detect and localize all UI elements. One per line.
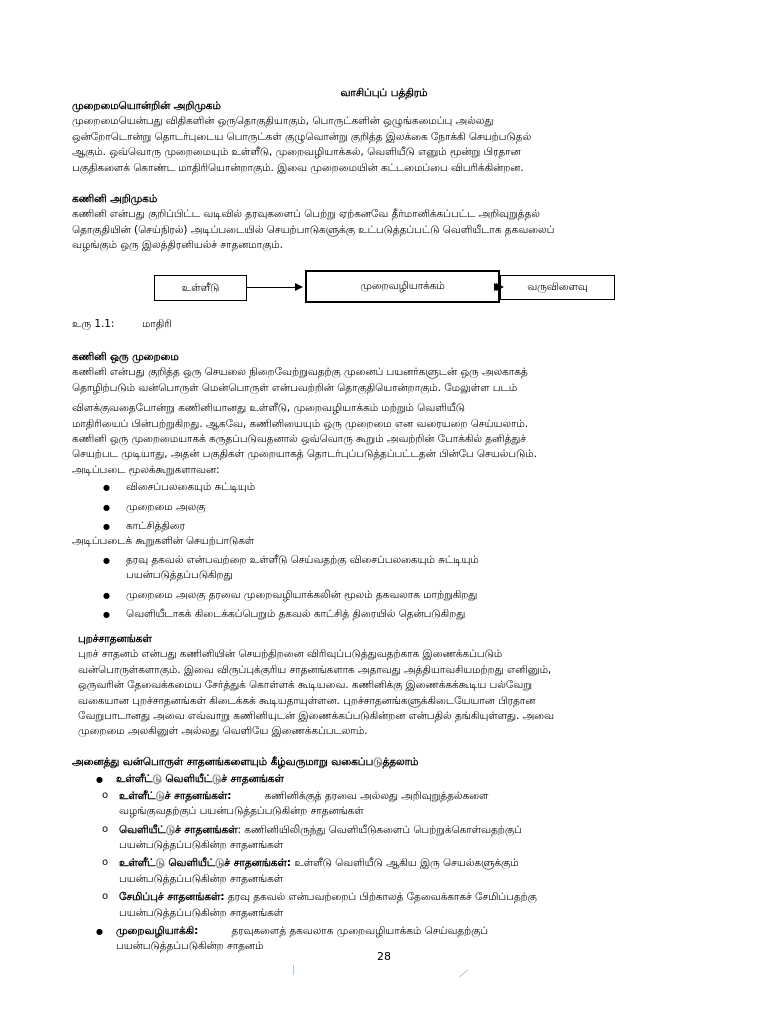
paragraph: [78, 647, 690, 739]
paragraph-line: முறைமையென்பது விதிகளின் ஒருதொகுதியாகும், பொருட்களின் ஒழுங்கமைப்பு அல்லது: [72, 115, 494, 128]
section-heading: புறச்சாதனங்கள்: [78, 633, 152, 645]
paragraph-line: கணினி ஒரு முறைமையாகக் கருதப்படுவதனால் ஒவ்வொரு கூறும் அவற்றின் போக்கில் தனித்துச்: [72, 433, 527, 446]
paragraph-line: கணினி என்பது குறித்த ஒரு செயலை நிறைவேற்றுவதற்கு முனைப் பயனர்களுடன் ஒரு அலகாகத்: [72, 366, 528, 379]
list-item: ● விசைப்பலகையும் சுட்டியும்: [72, 480, 690, 495]
section-heading: கணினி அறிமுகம்: [72, 193, 158, 205]
list-item: ● வெளியீடாகக் கிடைக்கப்பெறும் தகவல் காட்சித் திரையில் தென்படுகிறது: [72, 607, 690, 622]
section-peripherals: [72, 632, 690, 740]
definition: பயன்படுத்தப்படுகின்ற சாதனம்: [116, 940, 264, 953]
paragraph: [72, 365, 690, 478]
list-item: ● முறைமை அலகு தரவை முறைவழியாக்கலின் மூலம் தகவலாக மாற்றுகிறது: [72, 588, 690, 603]
paragraph: [72, 114, 690, 176]
components-list: [72, 480, 690, 534]
list-item: [72, 890, 690, 921]
paragraph-line: வேறுபாடானது அவை எவ்வாறு கணினியுடன் இணைக்கப்படுகின்றன என்பதில் தங்கியுள்ளது. அவை: [78, 710, 554, 723]
paragraph-line: வகையான புறச்சாதனங்கள் கிடைக்கக் கூடியதாயுள்ளன. புறச்சாதனங்களுக்கிடையேயான பிரதான: [78, 694, 536, 707]
scan-mark: [459, 970, 468, 978]
list-item-line: பயன்படுத்தப்படுகிறது: [126, 569, 233, 582]
input-box: உள்ளீடு: [154, 275, 247, 301]
paragraph-line: பகுதிகளைக் கொண்ட மாதிரியொன்றாகும். இவை முறைமையின் கட்டமைப்பை விபரிக்கின்றன.: [72, 161, 524, 174]
definition: : கணினியிலிருந்து வெளியீடுகளைப் பெற்றுக்கொள்வதற்குப்: [237, 823, 522, 836]
functions-heading: அடிப்படைக் கூறுகளின் செயற்பாடுகள்: [72, 535, 255, 548]
paragraph-line: தொழிற்படும் வன்பொருள் மென்பொருள் என்பவற்றின் தொகுதியொன்றாகும். மேலுள்ள படம்: [72, 381, 518, 394]
definition: பயன்படுத்தப்படுகின்ற சாதனங்கள்: [119, 839, 284, 852]
section-computer-as-system: [72, 350, 690, 623]
paragraph-line: முறைமை அலகினுள் அல்லது வெளியே இணைக்கப்படலாம்.: [78, 725, 368, 738]
definition: பயன்படுத்தப்படுகின்ற சாதனங்கள்: [119, 872, 284, 885]
list-item: [72, 772, 690, 921]
section-system-intro: [72, 99, 690, 176]
paragraph-line: செயற்பட முடியாது, அதன் பகுதிகள் முறையாகத் தொடர்புப்படுத்தப்பட்டதன் பின்பே செயல்படும்.: [72, 448, 537, 461]
section-heading: கணினி ஒரு முறைமை: [72, 351, 179, 363]
section-heading: அனைத்து வன்பொருள் சாதனங்களையும் கீழ்வருமாறு வகைப்படுத்தலாம்: [72, 756, 419, 768]
paragraph-line: தொகுதியின் (செய்நிரல்) அடிப்படையில் செயற்பாடுகளுக்கு உட்படுத்தப்பட்டு வெளியீடாக தகவலைப்: [72, 223, 555, 236]
list-item: [72, 553, 690, 584]
list-item: ● முறைமை அலகு: [72, 500, 690, 515]
list-item: [72, 823, 690, 854]
paragraph-line: விளக்குவதைபோன்று கணினியானது உள்ளீடு, முறைவழியாக்கம் மற்றும் வெளியீடு: [72, 402, 465, 415]
paragraph-line: ஆகும். ஒவ்வொரு முறைமையும் உள்ளீடு, முறைவழியாக்கல், வெளியீடு எனும் மூன்று பிரதான: [72, 146, 521, 159]
definition: தரவு தகவல் என்பவற்றைப் பிற்காலத் தேவைக்காகச் சேமிப்பதற்கு: [227, 891, 537, 904]
process-box: முறைவழியாக்கம்: [305, 270, 500, 303]
paragraph-line: புறச் சாதனம் என்பது கணினியின் செயற்திறனை விரிவுப்படுத்துவதற்காக இணைக்கப்படும்: [78, 648, 503, 661]
figure-caption: [72, 318, 172, 331]
paragraph-line: வழங்கும் ஒரு இலத்திரனியல்ச் சாதனமாகும்.: [72, 239, 283, 252]
arrow-icon: [247, 287, 301, 288]
figure-caption-text: மாதிரி: [142, 318, 172, 330]
classification-list: [72, 772, 690, 954]
definition: வழங்குவதற்குப் பயன்படுத்தப்படுகின்ற சாதனங்கள்: [119, 805, 364, 818]
scan-mark: [293, 965, 294, 975]
list-item: [72, 789, 690, 820]
paragraph-line: அடிப்படை மூலக்கூறுகளாவன:: [72, 463, 220, 476]
list-item: [72, 856, 690, 887]
functions-list: [72, 553, 690, 623]
ipo-diagram: [150, 270, 620, 306]
definition: பயன்படுத்தப்படுகின்ற சாதனங்கள்: [119, 906, 284, 919]
term: முறைவழியாக்கி:: [116, 925, 199, 938]
paragraph-line: ஒன்றோடொன்று தொடர்புடைய பொருட்கள் குழுவொன்று குறித்த இலக்கை நோக்கி செயற்படுதல்: [72, 130, 532, 143]
paragraph-line: மாதிரியைப் பின்பற்றுகிறது. ஆகவே, கணினியையும் ஒரு முறைமை என வரையறை செய்யலாம்.: [72, 417, 529, 430]
paragraph-line: கணினி என்பது குறிப்பிட்ட வடிவில் தரவுகளைப் பெற்று ஏற்கனவே தீர்மானிக்கப்பட்ட அறிவுறுத்தல்: [72, 208, 540, 221]
term: சேமிப்புச் சாதனங்கள்:: [119, 891, 225, 904]
section-hardware-classification: [72, 755, 690, 955]
definition: தரவுகளைத் தகவலாக முறைவழியாக்கம் செய்வதற்குப்: [231, 925, 489, 938]
figure-label: உரு 1.1:: [72, 318, 115, 330]
output-box: வருவிளைவு: [500, 275, 615, 300]
term: உள்ளீட்டு வெளியீட்டுச் சாதனங்கள்:: [119, 857, 291, 870]
section-computer-intro: [72, 192, 690, 254]
list-item: ● காட்சித்திரை: [72, 519, 690, 534]
paragraph-line: ஒருவரின் தேவைக்கமைய சேர்த்துக் கொள்ளக் கூடியவை. கணினிக்கு இணைக்கக்கூடிய பல்வேறு: [78, 679, 532, 692]
paragraph: [72, 207, 690, 253]
list-item-heading: உள்ளீட்டு வெளியீட்டுச் சாதனங்கள்: [116, 773, 284, 786]
section-heading: முறைமையொன்றின் அறிமுகம்: [72, 100, 221, 112]
definition: உள்ளீடு வெளியீடு ஆகிய இரு செயல்களுக்கும்: [294, 857, 519, 870]
document-title: வாசிப்புப் பத்திரம்: [340, 87, 428, 99]
definition: கணினிக்குத் தரவை அல்லது அறிவுறுத்தல்களை: [264, 789, 489, 802]
paragraph-line: வன்பொருள்களாகும். இவை விருப்புக்குரிய சாதனங்களாக அதாவது அத்தியாவசியமற்றது எனினும்,: [78, 663, 552, 676]
term: வெளியீட்டுச் சாதனங்கள்: [119, 823, 238, 836]
list-item-line: ● தரவு தகவல் என்பவற்றை உள்ளீடு செய்வதற்கு விசைப்பலகையும் சுட்டியும்: [126, 553, 479, 566]
io-device-list: [72, 789, 690, 921]
term: உள்ளீட்டுச் சாதனங்கள்:: [119, 789, 232, 802]
page-number: 28: [377, 950, 391, 963]
